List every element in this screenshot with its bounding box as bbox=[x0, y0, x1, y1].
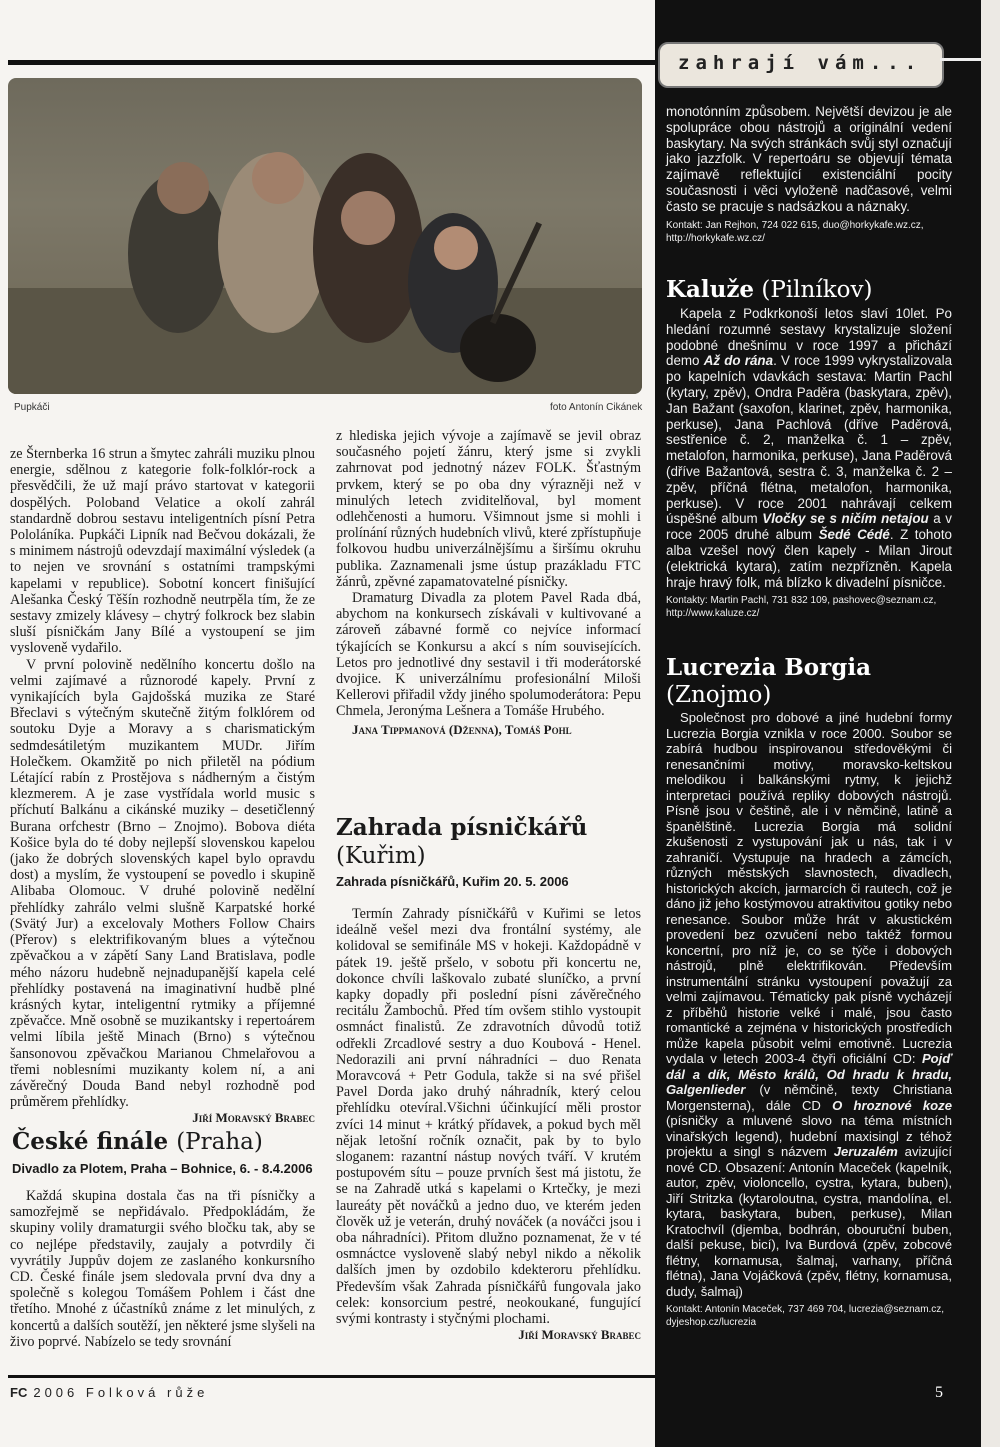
text: avizující nové CD. Obsazení: Antonín Maceček (kapelník, autor, zpěv, violoncello, cystra, kytara, buben), Jiří Stritzka (kytaroloutna, cystra, mandolína, el. kytara, baskytara, buben, perkuse), Milan Kratochvíl (djemba, bodhrán, obouruční buben, další pekuse, bicí), Iva Burdová (zpěv, zobcové flétny, kornamusa, šalmaj, varhany, příčná flétna), Jana Vojáčková (zpěv, flétny, kornamusa, dudy, šalmaj) bbox=[666, 1144, 952, 1299]
title: Zahrada písničkářů bbox=[336, 814, 588, 841]
heading-lucrezia bbox=[666, 654, 871, 709]
title: České finále bbox=[12, 1128, 169, 1155]
album-title: O hroznové koze bbox=[832, 1097, 952, 1113]
column-1 bbox=[10, 446, 315, 1127]
signature: Jana Tippmanová (Dženna), Tomáš Pohl bbox=[352, 721, 572, 737]
band-photo bbox=[8, 78, 642, 394]
text: a v roce 2005 druhé album bbox=[666, 511, 952, 543]
album-title: Jeruzalém bbox=[833, 1144, 898, 1159]
lucrezia-text bbox=[666, 710, 952, 1329]
column-2 bbox=[336, 428, 641, 738]
signature: Jiří Moravský Brabec bbox=[518, 1327, 641, 1343]
page-edge bbox=[981, 0, 1000, 1447]
kaluze-text bbox=[666, 306, 952, 620]
contact: Kontakt: Antonín Maceček, 737 469 704, lucrezia@seznam.cz, dyjeshop.cz/lucrezia bbox=[666, 1304, 945, 1328]
column-2-bottom bbox=[336, 906, 641, 1343]
bottom-rule bbox=[8, 1375, 655, 1378]
text: (písničky a mluvené slovo na téma místních vinařských legend), hudební maxisingl z téhož projektu a singl s názvem bbox=[666, 1113, 952, 1159]
subtitle: Zahrada písničkářů, Kuřim 20. 5. 2006 bbox=[336, 874, 569, 889]
text: . V roce 1999 vykrystalizovala po kapelních vdavkách sestava: Martin Pachl (kytary, zpěv), Ondra Paděra (baskytara, zpěv), Jan Bažant (saxofon, klarinet, zpěv, harmonika, perkuse), Jana Pachlová (dříve Paděrová, sestřenice č. 2, manželka č. 1 – zpěv, metalofon, harmonika, perkuse), Jana Paděrová (dříve Bažantová, sestra č. 3, manželka č. 2 – zpěv, příčná flétna, metalofon, harmonika, perkuse). V roce 2001 nahrávají celkem úspěšné album bbox=[666, 353, 953, 527]
right-intro bbox=[666, 104, 952, 245]
contact: Kontakty: Martin Pachl, 731 832 109, pashovec@seznam.cz, http://www.kaluze.cz/ bbox=[666, 595, 937, 620]
photo-credit: foto Antonín Cikánek bbox=[550, 402, 643, 413]
section-banner bbox=[658, 42, 944, 88]
magazine-logo: FC bbox=[10, 1385, 28, 1400]
paragraph: Každá skupina dostala čas na tři písničky a samozřejmě se nepřidávalo. Předpokládám, že skupiny volily dramaturgii svého bločku tak, aby se co nejlépe představily, zaujaly a potvrdily či vyvrátily Juppův dojem ze zaslaného konkursního CD. České finále jsem sledovala první dva dny a společně s kolegou Tomášem Pohlem i část dne třetího. Mnohé z účastníků známe z let minulých, z koncertů a dalších soutěží, jen některé jsme slyšeli na živo poprvé. Nabízelo se tedy srovnání bbox=[10, 1188, 315, 1350]
text: Kapela z Podkrkonoší letos slaví 10let. Po hledání rozumné sestavy krystalizuje složení podobné dnešnímu v roce 1997 a přichází demo bbox=[666, 306, 952, 369]
heading-kaluze bbox=[666, 276, 872, 304]
contact: Kontakt: Jan Rejhon, 724 022 615, duo@horkykafe.wz.cz, http://horkykafe.wz.cz/ bbox=[666, 219, 924, 244]
album-title: Vločky se s ničím netajou bbox=[762, 511, 929, 527]
band-name: Kaluže bbox=[666, 276, 755, 303]
album-title: Šedé Cédé bbox=[818, 527, 890, 543]
paragraph: Dramaturg Divadla za plotem Pavel Rada dbá, abychom na konkursech získávali v kultivované a zároveň zábavné formě co nejvíce informací týkajících se Konkursu a akcí s ním souvisejících. Letos pro jednotlivé dny sestavil i tři moderátorské dvojice. K univerzálnímu profesionální Miloši Kellerovi přiřadil vždy jiného spolumoderátora: Pepu Chmela, Jeronýma Lešnera a Tomáše Hrubého. bbox=[336, 590, 641, 720]
footer bbox=[10, 1385, 208, 1400]
paragraph: z hlediska jejich vývoje a zajímavě se jevil obraz současného pojetí žánru, který jsme si zvykli zahrnovat pod jednotný název FOLK. Šťastným prvkem, který se po oba dny výrazněji než v minulých letech zviditelňoval, byl moment odlehčenosti a humoru. Všimnout jsme si mohli i prolínání různých hudebních vlivů, které zpřístupňuje folkovou hudbu univerzálnějšímu a širšímu okruhu publika. Zaznamenali jsme ústup prazákladu FTC žánrů, zpěvné zapamatovatelné písničky. bbox=[336, 428, 641, 590]
footer-text: 2006 Folková růže bbox=[33, 1385, 209, 1400]
banner-rule bbox=[940, 58, 981, 61]
band-photo-illustration bbox=[8, 78, 642, 394]
text: (v němčině, texty Christiana Morgensterna), dále CD bbox=[666, 1082, 952, 1113]
album-titles: Pojď dál a dík, Město králů, Od hradu k hradu, Galgenlieder bbox=[666, 1051, 952, 1097]
page-number: 5 bbox=[935, 1384, 943, 1401]
paragraph bbox=[666, 710, 952, 1299]
top-rule bbox=[8, 60, 655, 65]
section-title-zahrada bbox=[336, 814, 587, 870]
band-location: (Znojmo) bbox=[666, 682, 772, 708]
banner-text: zahrají vám... bbox=[678, 52, 923, 74]
band-name: Lucrezia Borgia bbox=[666, 654, 871, 681]
paragraph: monotónním způsobem. Největší devizou je ale spolupráce obou nástrojů a originální vedení baskytary. Na svých stránkách svůj styl označují jako jazzfolk. V repertoáru se objevují témata zajímavě reflektující existenciální pocity současnosti i věci vyloženě nadčasové, velmi často se pracuje s nadsázkou a náznaky. bbox=[666, 104, 952, 214]
paragraph bbox=[666, 306, 952, 590]
title-location: (Praha) bbox=[176, 1129, 263, 1155]
paragraph: Termín Zahrady písničkářů v Kuřimi se letos ideálně vešel mezi dva frontální systémy, ale kolidoval se semifinále MS v hokeji. Každopádně v pátek 19. ještě pršelo, v sobotu při koncertu ne, dokonce chvíli laškovalo zubaté sluníčko, a první kapky dopadly při poslední písni závěrečného recitálu Žambochů. Před tím ovšem stihlo vystoupit osmnáct finalistů. Ze zdravotních důvodů totiž odřekli Zrcadlové sestry a duo Koubová - Henel. Nedorazili ani první náhradníci – duo Renata Moravcová + Petr Godula, takže si na své přišel Pavel Dorda jako druhý náhradník, který celou přehlídku otevíral.Všichni účinkující měli prostor zvíci 14 minut + krátký přídavek, a pokud bych měl nějak letošní ročník označit, pak by to bylo sloganem: razantní nástup nových tváří. V krutém postupovém sítu – pouze prvních šest má jistotu, že se na Zahradě utká s kapelami o Krtečky, je mezi laureáty pět nováčků a jedno duo, ve kterém jeden člověk už je veterán, druhý nováček (a nováčci jsou i oba náhradníci). Přitom dlužno poznamenat, že v té osmnáctce vysloveně slabý nebyl nikdo a několik dalších jmen by ozdobilo kdekteroru přehlídku. Především však Zahrada písničkářů fungovala jako celek: konsorcium pestré, neokoukané, fungující svými kontrasty i styčnými plochami. bbox=[336, 906, 641, 1328]
band-location: (Pilníkov) bbox=[761, 277, 873, 303]
title-location: (Kuřim) bbox=[336, 843, 426, 869]
album-title: Až do rána bbox=[703, 353, 774, 369]
subtitle: Divadlo za Plotem, Praha – Bohnice, 6. - 8.4.2006 bbox=[12, 1161, 313, 1176]
photo-caption: Pupkáči bbox=[14, 402, 50, 413]
text: . Z tohoto alba vzešel nový člen kapely - Milan Jirout (elektrická kytara), zatím nezpřízněn. Kapela hraje hravý folk, má blízko k divadelní písničce. bbox=[666, 527, 952, 590]
paragraph: V první polovině nedělního koncertu došlo na velmi zajímavé a různorodé kapely. První z vynikajících byla Gajdošská muzika ze Staré Břeclavi s výtečným skutečně žitým folklórem od soutoku Dyje a Moravy a s charismatickým sedmdesátiletým muzikantem MUDr. Jiřím Holečkem. Okamžitě po nich přiletěl na pódium Létající rabín z Prostějova s nádherným a čistým klezmerem. A je zase vystřídala world music s příchutí Balkánu a cikánské muziky – desetičlenný Burana orfchestr (Brno – Znojmo). Bobova diéta Košice byla do té doby nejlepší slovenskou kapelou (jako že dobrých slovenských kapel bylo opravdu dost) a myslím, že vystoupení se povedlo i skupině Alibaba Olomouc. V druhé polovině nedělní přehlídky zahrálo velmi slušně Karpatské horké (Svätý Jur) a excelovaly Mothers Follow Chairs (Přerov) s elektrifikovaným blues a výtečnou zpěvačkou a v zápětí Sany Land Bratislava, podle mého názoru hudebně nejnadupanější kapela celé přehlídky postavená na imaginativní hudbě plné krásných kytar, inteligentní rytmiky a příjemné zpěvačce. Mně osobně se muzikantsky i repertoárem velmi líbila ještě Minach (Brno) s výtečnou šansonovou zpěvačkou Marianou Chmelařovou a třemi noblesními muzikanty kolem ní, a ani závěrečný Douda Band nebyl rozhodně pod průměrem přehlídky. bbox=[10, 656, 315, 1111]
signature: Jiří Moravský Brabec bbox=[192, 1110, 315, 1126]
text: Společnost pro dobové a jiné hudební formy Lucrezia Borgia vznikla v roce 2000. Soubor se zabírá hudbou inspirovanou středověkými či renesančními motivy, moravsko-keltskou melodikou i balkánskými rytmy, k jejichž interpretaci používá repliky dobových nástrojů. Písně jsou v češtině, ale i v němčině, latině a španělštině. Lucrezia Borgia má solidní zkušenosti z vystupování jak u nás, tak i v zahraničí. Vystupuje na hradech a zámcích, různých městských slavnostech, divadlech, historických akcích, jarmarcích či rautech, což je dáno již jeho kostýmovou atraktivitou gotiky nebo renesance. Soubor může hrát v akustickém provedení bez ozvučení nebo taktéž formou koncertní, pro níž je, co se týče i dobových nástrojů, plně elektrifikován. Především instrumentální stránku vystoupení považují za velmi zajímavou. Tématicky pak písně vycházejí z příběhů historie velké i malé, jsou často romantické a zejména v historických prostředích může kapela působit velmi emotivně. Lucrezia vydala v letech 2003-4 čtyři oficiální CD: bbox=[666, 710, 952, 1066]
section-title-ceske-finale bbox=[12, 1128, 263, 1155]
paragraph: ze Šternberka 16 strun a šmytec zahráli muziku plnou energie, sdělnou z kategorie folk-folklór-rock a přesvědčili, že už mají právo startovat v kategorii dospělých. Poloband Velatice a okolí zahrál standardně dobrou sestavu inteligentních písní Petra Pololáníka. Pupkáči Lipník nad Bečvou dokázali, že s minimem nástrojů odevzdají maximální výsledek (a to nejen ve srovnání s ostatními trampskými kapelami v republice). Sobotní koncert finišující Alešanka Český Těšín rozhodně neutrpěla tím, že ze sestavy zmizely klávesy – chytrý folkrock bez slabin sluší písničkám Jany Bílé a vystoupení se jim vysloveně vydařilo. bbox=[10, 446, 315, 657]
column-1-bottom bbox=[10, 1188, 315, 1350]
